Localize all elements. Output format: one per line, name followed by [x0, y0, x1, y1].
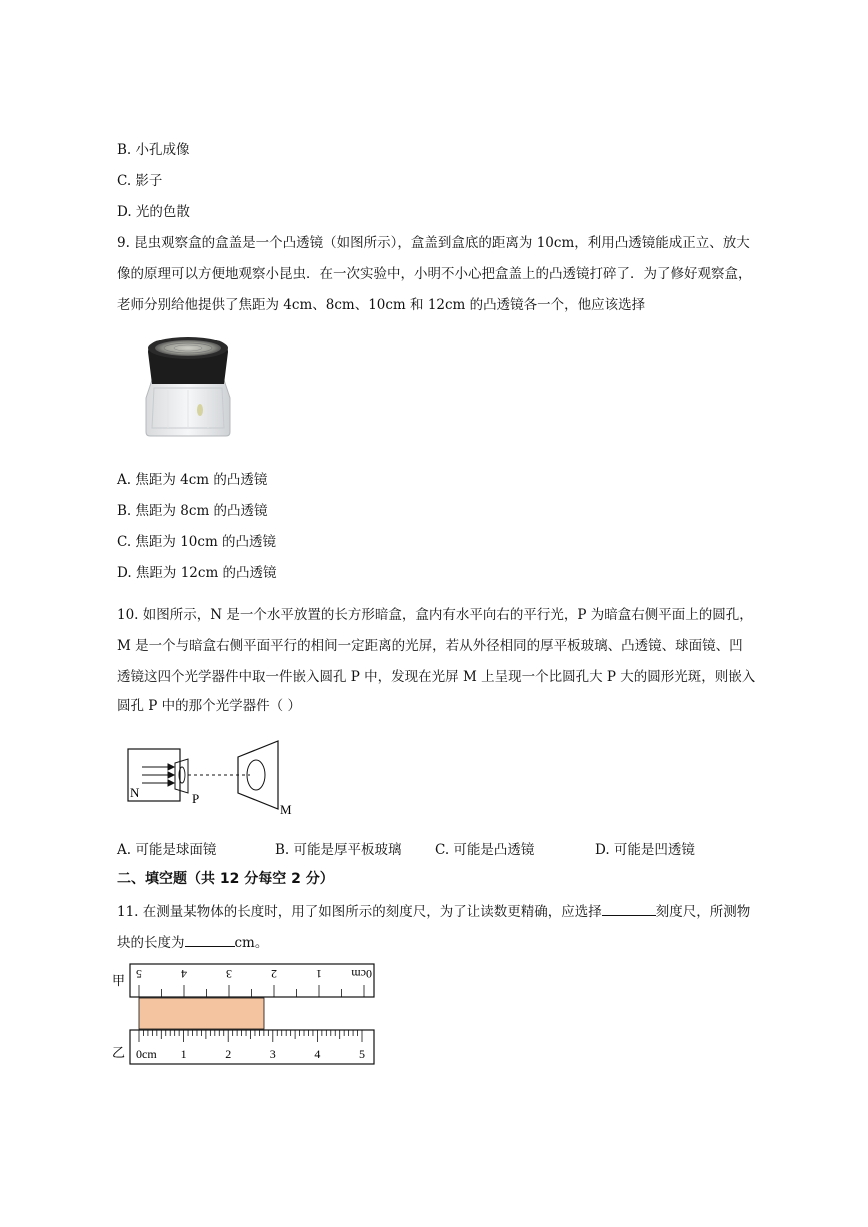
- ruler-yi-ticks: [136, 1030, 365, 1061]
- label-m: M: [280, 802, 292, 817]
- q10-option-b: B. 可能是厚平板玻璃: [275, 842, 402, 858]
- answer-blank-2[interactable]: [185, 934, 235, 947]
- ruler-jia-tick-label: 4: [181, 967, 187, 981]
- q10-option-d: D. 可能是凹透镜: [595, 842, 695, 858]
- rulers-diagram: [110, 962, 380, 1068]
- ruler-yi-tick-label: 2: [225, 1047, 232, 1061]
- q9-option-b: B. 焦距为 8cm 的凸透镜: [117, 503, 268, 519]
- ruler-jia-tick-label: 5: [136, 967, 142, 981]
- q11-text-c: 块的长度为: [117, 935, 185, 951]
- ruler-jia: [130, 964, 374, 997]
- ruler-yi-tick-label: 3: [269, 1047, 276, 1061]
- ruler-yi-label: 乙: [112, 1045, 126, 1060]
- label-n: N: [130, 785, 140, 800]
- q11-stem-line1: [117, 900, 750, 920]
- q8-option-d: D. 光的色散: [117, 204, 190, 220]
- q10-stem-line3: 透镜这四个光学器件中取一件嵌入圆孔 P 中，发现在光屏 M 上呈现一个比圆孔大 P 大的圆形光斑，则嵌入: [117, 669, 756, 685]
- measured-block: [139, 998, 264, 1029]
- answer-blank-1[interactable]: [602, 903, 656, 916]
- ruler-jia-tick-label: 1: [316, 967, 322, 981]
- q8-option-c: C. 影子: [117, 173, 163, 189]
- q8-option-b: B. 小孔成像: [117, 142, 190, 158]
- parallel-light-arrows: [142, 764, 174, 786]
- hole-p: [175, 759, 188, 793]
- insect-box-photo: [138, 328, 238, 440]
- q11-text-a: 11. 在测量某物体的长度时，用了如图所示的刻度尺，为了让读数更精确，应选择: [117, 904, 602, 920]
- q11-text-b: 刻度尺，所测物: [655, 904, 751, 920]
- q10-option-a: A. 可能是球面镜: [117, 842, 217, 858]
- q10-options: [117, 838, 757, 858]
- ruler-yi-tick-label: 1: [180, 1047, 187, 1061]
- q11-text-d: cm。: [234, 935, 269, 951]
- q9-stem-line2: 像的原理可以方便地观察小昆虫．在一次实验中，小明不小心把盒盖上的凸透镜打碎了．为了修好观察盒，: [117, 266, 752, 282]
- ruler-jia-tick-label: 3: [226, 967, 232, 981]
- q9-option-d: D. 焦距为 12cm 的凸透镜: [117, 565, 277, 581]
- optics-diagram: [120, 735, 310, 825]
- q9-option-a: A. 焦距为 4cm 的凸透镜: [117, 472, 268, 488]
- ruler-jia-label: 甲: [112, 973, 126, 988]
- section-title: 二、填空题（共 12 分每空 2 分）: [117, 871, 334, 887]
- ruler-yi-tick-label: 4: [314, 1047, 321, 1061]
- q9-stem-line1: 9. 昆虫观察盒的盒盖是一个凸透镜（如图所示），盒盖到盒底的距离为 10cm，利用凸透镜能成正立、放大: [117, 235, 750, 251]
- q9-option-c: C. 焦距为 10cm 的凸透镜: [117, 534, 277, 550]
- ruler-jia-tick-label: 2: [271, 967, 277, 981]
- ruler-jia-tick-label: 0cm: [351, 967, 372, 981]
- ruler-yi-tick-label: 0cm: [136, 1047, 157, 1061]
- q10-option-c: C. 可能是凸透镜: [435, 842, 535, 858]
- ruler-yi: [130, 1030, 374, 1064]
- q9-stem-line3: 老师分别给他提供了焦距为 4cm、8cm、10cm 和 12cm 的凸透镜各一个，他应该选择: [117, 297, 646, 313]
- ruler-yi-tick-label: 5: [359, 1047, 365, 1061]
- q10-stem-line1: 10. 如图所示，N 是一个水平放置的长方形暗盒，盒内有水平向右的平行光，P 为暗盒右侧平面上的圆孔，: [117, 607, 753, 623]
- ruler-jia-ticks: [136, 967, 372, 997]
- label-p: P: [192, 791, 200, 806]
- q10-stem-line4: 圆孔 P 中的那个光学器件（ ）: [117, 698, 301, 714]
- q11-stem-line2: [117, 931, 268, 951]
- q10-stem-line2: M 是一个与暗盒右侧平面平行的相间一定距离的光屏，若从外径相同的厚平板玻璃、凸透镜、球面镜、凹: [117, 638, 743, 654]
